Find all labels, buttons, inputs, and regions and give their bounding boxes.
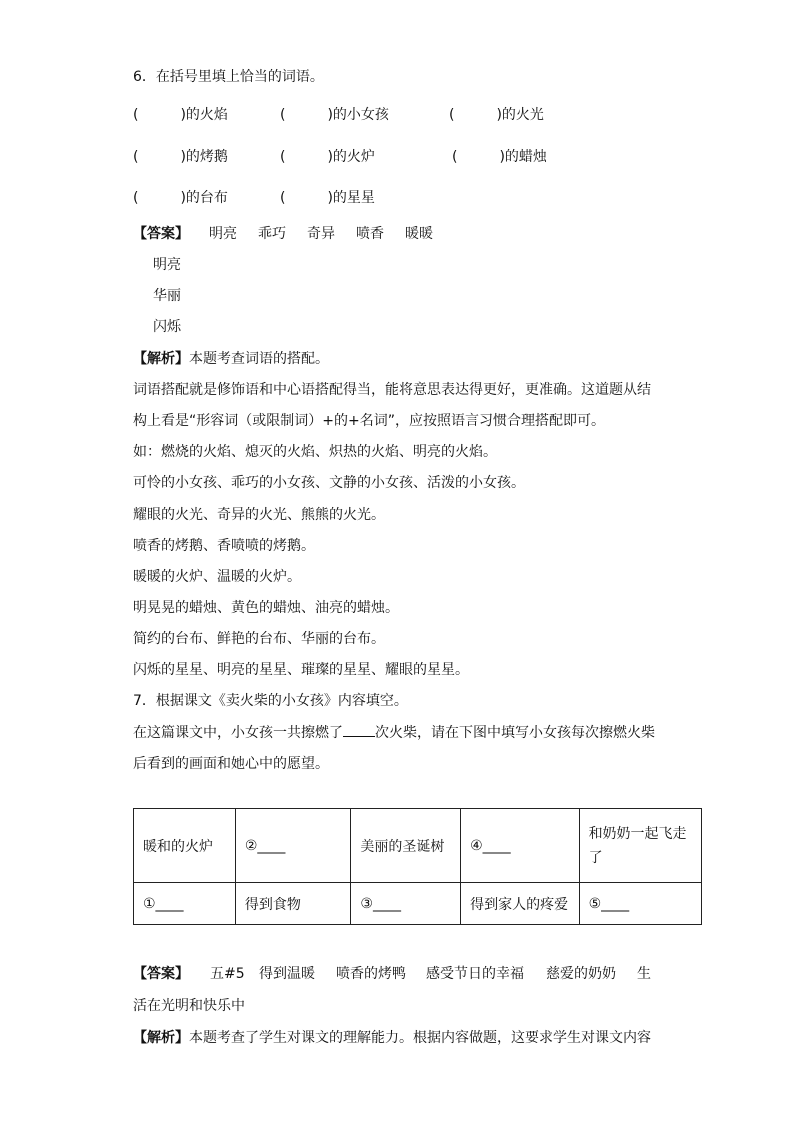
answer-word: 暖暖 (405, 226, 433, 242)
analysis-line: 如：燃烧的火焰、熄灭的火焰、炽热的火焰、明亮的火焰。 (133, 444, 497, 460)
answer-word: 喷香的烤鸭 (336, 966, 406, 982)
answer-word: 得到温暖 (259, 966, 315, 982)
analysis-line: 构上看是“形容词（或限制词）+的+名词”，应按照语言习惯合理搭配即可。 (133, 413, 605, 429)
q6-title: 6．在括号里填上恰当的词语。 (133, 69, 324, 85)
table-cell: 暖和的火炉 (134, 809, 236, 883)
answer-label: 【答案】 (133, 226, 189, 242)
table-cell: 和奶奶一起飞走了 (579, 809, 701, 883)
table-cell[interactable]: ①____ (134, 883, 236, 925)
answer-word: 明亮 (153, 257, 181, 273)
answer-wrap: 活在光明和快乐中 (133, 998, 245, 1014)
q7-title: 7．根据课文《卖火柴的小女孩》内容填空。 (133, 693, 408, 709)
answer-word: 生 (637, 966, 651, 982)
answer-word: 五#5 (210, 966, 245, 982)
table-row (134, 883, 702, 925)
analysis-label: 【解析】 (133, 1030, 189, 1046)
q6-item: ( )的星星 (280, 190, 375, 206)
q7-prompt-after: 次火柴，请在下图中填写小女孩每次擦燃火柴 (375, 725, 655, 741)
q6-item: ( )的火炉 (280, 149, 375, 165)
q6-item: ( )的火焰 (133, 107, 228, 123)
answer-word: 慈爱的奶奶 (546, 966, 616, 982)
answer-word: 喷香 (356, 226, 384, 242)
q6-item: ( )的台布 (133, 190, 228, 206)
q7-prompt (133, 722, 655, 742)
table-cell[interactable]: ⑤____ (579, 883, 701, 925)
analysis-line: 耀眼的火光、奇异的火光、熊熊的火光。 (133, 507, 385, 523)
table-row (134, 809, 702, 883)
answer-label: 【答案】 (133, 966, 189, 982)
answer-word: 闪烁 (153, 319, 181, 335)
table-cell: 得到食物 (235, 883, 351, 925)
answer-word: 感受节日的幸福 (426, 966, 524, 982)
answer-word: 明亮 (209, 226, 237, 242)
q6-analysis-heading (133, 348, 329, 368)
q7-prompt-before: 在这篇课文中，小女孩一共擦燃了 (133, 725, 343, 741)
analysis-label: 【解析】 (133, 351, 189, 367)
q7-table (133, 808, 702, 925)
q6-item: ( )的火光 (449, 107, 544, 123)
q6-item: ( )的烤鹅 (133, 149, 228, 165)
table-cell: 美丽的圣诞树 (351, 809, 461, 883)
analysis-line: 暖暖的火炉、温暖的火炉。 (133, 569, 301, 585)
analysis-first: 本题考查词语的搭配。 (189, 351, 329, 367)
answer-word: 奇异 (307, 226, 335, 242)
q6-item: ( )的蜡烛 (452, 149, 547, 165)
analysis-text: 本题考查了学生对课文的理解能力。根据内容做题，这要求学生对课文内容 (189, 1030, 651, 1046)
q7-count-blank[interactable] (343, 722, 375, 737)
q7-prompt-line2: 后看到的画面和她心中的愿望。 (133, 756, 329, 772)
analysis-line: 闪烁的星星、明亮的星星、璀璨的星星、耀眼的星星。 (133, 662, 469, 678)
analysis-line: 简约的台布、鲜艳的台布、华丽的台布。 (133, 631, 385, 647)
q7-analysis (133, 1027, 651, 1047)
analysis-line: 词语搭配就是修饰语和中心语搭配得当，能将意思表达得更好，更准确。这道题从结 (133, 382, 651, 398)
analysis-line: 喷香的烤鹅、香喷喷的烤鹅。 (133, 538, 315, 554)
analysis-line: 明晃晃的蜡烛、黄色的蜡烛、油亮的蜡烛。 (133, 600, 399, 616)
table-cell[interactable]: ②____ (235, 809, 351, 883)
analysis-line: 可怜的小女孩、乖巧的小女孩、文静的小女孩、活泼的小女孩。 (133, 475, 525, 491)
answer-word: 华丽 (153, 288, 181, 304)
table-cell[interactable]: ③____ (351, 883, 461, 925)
answer-word: 乖巧 (258, 226, 286, 242)
table-cell[interactable]: ④____ (461, 809, 579, 883)
table-cell: 得到家人的疼爱 (461, 883, 579, 925)
q6-item: ( )的小女孩 (280, 107, 389, 123)
